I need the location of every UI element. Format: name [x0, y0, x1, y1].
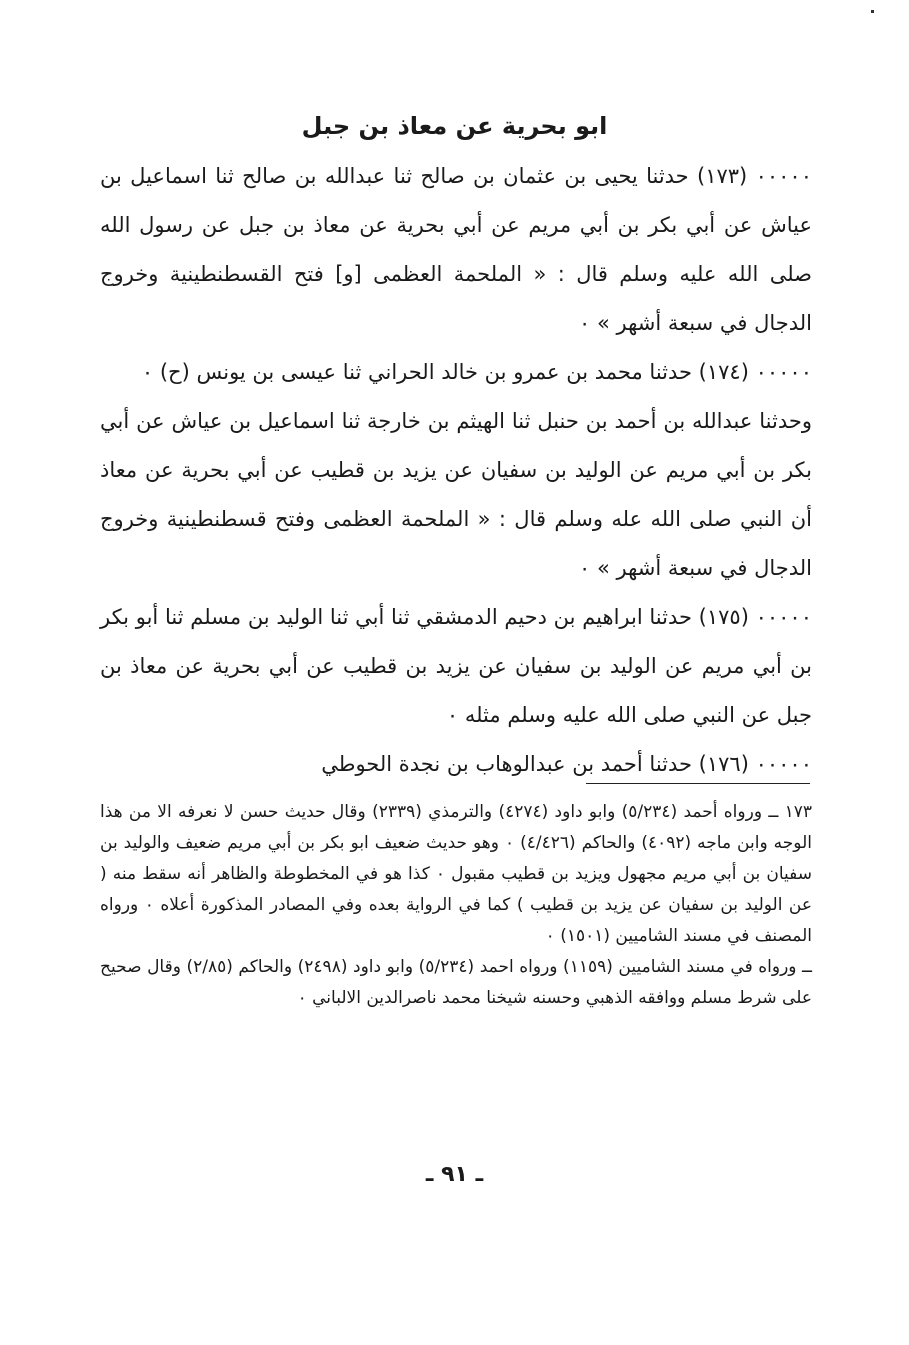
- hadith-175: ٠٠٠٠٠ (١٧٥) حدثنا ابراهيم بن دحيم الدمشقي ثنا أبي ثنا الوليد بن مسلم ثنا أبو بكر بن أبي مريم عن الوليد بن سفيان عن يزيد بن قطيب عن أبي بحرية عن معاذ بن جبل عن النبي صلى الله عليه وسلم مثله ٠: [100, 605, 812, 727]
- hadith-text: [100, 152, 812, 789]
- footnote-173: ١٧٣ ــ ورواه أحمد (٥/٢٣٤) وابو داود (٤٢٧٤) والترمذي (٢٣٣٩) وقال حديث حسن لا نعرفه الا من هذا الوجه وابن ماجه (٤٠٩٢) والحاكم (٤/٤٢٦) ٠ وهو حديث ضعيف ابو بكر بن أبي مريم ضعيف والوليد بن سفيان بن أبي مريم مجهول ويزيد بن قطيب مقبول ٠ كذا هو في المخطوطة والظاهر أنه سقط منه ( عن الوليد بن سفيان عن يزيد بن قطيب ) كما في الرواية بعده وفي المصادر المذكورة أعلاه ٠ ورواه المصنف في مسند الشاميين (١٥٠١) ٠: [100, 802, 813, 946]
- hadith-174-second-chain: وحدثنا عبدالله بن أحمد بن حنبل ثنا الهيثم بن خارجة ثنا اسماعيل بن عياش عن أبي بكر بن أبي مريم عن الوليد بن سفيان عن يزيد بن قطيب عن أبي بحرية عن معاذ أن النبي صلى الله عله وسلم قال : « الملحمة العظمى وفتح قسطنطينية وخروج الدجال في سبعة أشهر » ٠: [100, 409, 812, 580]
- page-number: ـ ٩١ ـ: [425, 1162, 484, 1187]
- hadith-174: ٠٠٠٠٠ (١٧٤) حدثنا محمد بن عمرو بن خالد الحراني ثنا عيسى بن يونس (ح) ٠: [141, 360, 812, 384]
- scan-speck: [871, 10, 874, 13]
- hadith-173: ٠٠٠٠٠ (١٧٣) حدثنا يحيى بن عثمان بن صالح ثنا عبدالله بن صالح ثنا اسماعيل بن عياش عن أبي بكر بن أبي مريم عن أبي بحرية عن معاذ بن جبل عن رسول الله صلى الله عليه وسلم قال : « الملحمة العظمى [و] فتح القسطنطينية وخروج الدجال في سبعة أشهر » ٠: [100, 164, 812, 335]
- chapter-title: ابو بحرية عن معاذ بن جبل: [301, 112, 608, 141]
- hadith-176: ٠٠٠٠٠ (١٧٦) حدثنا أحمد بن عبدالوهاب بن نجدة الحوطي: [321, 752, 812, 776]
- footnotes: [100, 797, 812, 1014]
- footnote-174: ــ ورواه في مسند الشاميين (١١٥٩) ورواه احمد (٥/٢٣٤) وابو داود (٢٤٩٨) والحاكم (٢/٨٥) وقال صحيح على شرط مسلم ووافقه الذهبي وحسنه شيخنا محمد ناصرالدين الالباني ٠: [100, 957, 813, 1008]
- footnote-separator: [586, 783, 810, 784]
